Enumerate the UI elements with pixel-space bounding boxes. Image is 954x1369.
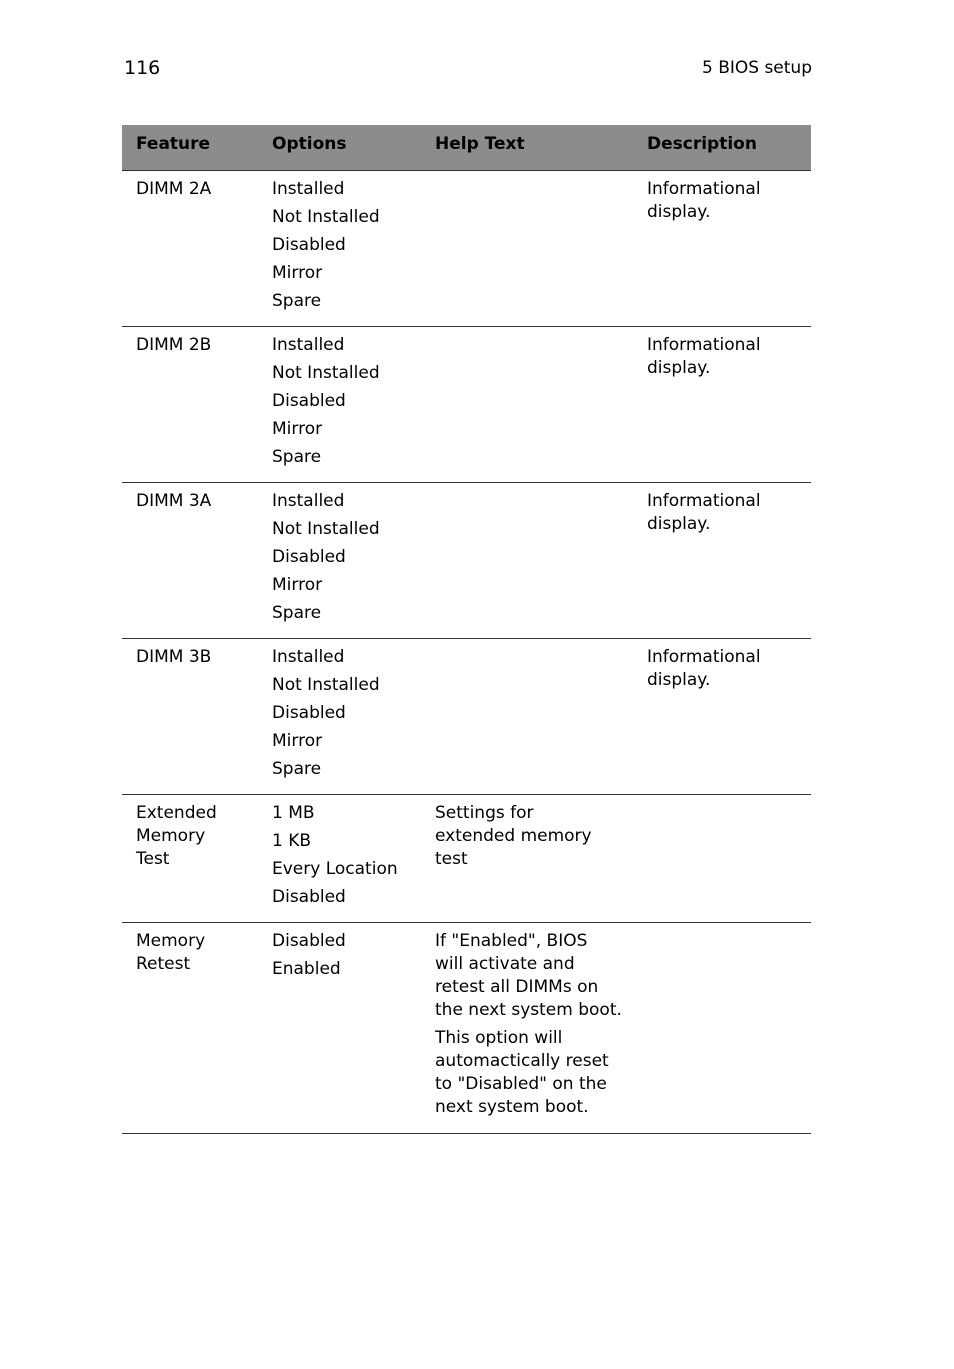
description-text: Informational display. bbox=[647, 490, 761, 534]
option-item: Mirror bbox=[272, 262, 323, 283]
options-cell bbox=[258, 922, 421, 1133]
running-head: 5 BIOS setup bbox=[701, 58, 812, 78]
description-text: Informational display. bbox=[647, 646, 761, 690]
option-item: Mirror bbox=[272, 574, 323, 595]
feature-name: DIMM 2A bbox=[136, 178, 212, 199]
feature-name: DIMM 2B bbox=[136, 334, 212, 355]
table-header bbox=[122, 125, 811, 170]
options-cell bbox=[258, 170, 421, 326]
help-text: This option will automactically reset to "Disabled" on the next system boot. bbox=[435, 1027, 609, 1117]
column-header-help-text: Help Text bbox=[421, 125, 633, 170]
feature-name: Extended Memory Test bbox=[136, 802, 217, 869]
table-row-extended-memory-test bbox=[122, 794, 811, 922]
option-item: Disabled bbox=[272, 390, 346, 411]
option-item: Installed bbox=[272, 334, 345, 355]
option-item: 1 KB bbox=[272, 830, 312, 851]
table-row-dimm-2b bbox=[122, 326, 811, 482]
description-text: Informational display. bbox=[647, 334, 761, 378]
options-cell bbox=[258, 482, 421, 638]
description-cell bbox=[633, 482, 811, 638]
table-row-dimm-3a bbox=[122, 482, 811, 638]
feature-cell bbox=[122, 326, 258, 482]
table-body bbox=[122, 170, 811, 1133]
feature-cell bbox=[122, 794, 258, 922]
feature-cell bbox=[122, 482, 258, 638]
option-item: 1 MB bbox=[272, 802, 315, 823]
option-item: Disabled bbox=[272, 702, 346, 723]
option-item: Disabled bbox=[272, 546, 346, 567]
table-row-dimm-2a bbox=[122, 170, 811, 326]
description-cell bbox=[633, 170, 811, 326]
option-item: Installed bbox=[272, 646, 345, 667]
bios-settings-table bbox=[122, 125, 811, 1134]
option-item: Disabled bbox=[272, 930, 346, 951]
help-text-cell bbox=[421, 638, 633, 794]
option-item: Not Installed bbox=[272, 518, 380, 539]
option-item: Mirror bbox=[272, 730, 323, 751]
description-text: Informational display. bbox=[647, 178, 761, 222]
option-item: Spare bbox=[272, 290, 322, 311]
help-text: If "Enabled", BIOS will activate and retest all DIMMs on the next system boot. bbox=[435, 930, 622, 1020]
option-item: Installed bbox=[272, 178, 345, 199]
help-text-cell bbox=[421, 170, 633, 326]
options-cell bbox=[258, 794, 421, 922]
option-item: Not Installed bbox=[272, 362, 380, 383]
help-text-cell bbox=[421, 482, 633, 638]
option-item: Mirror bbox=[272, 418, 323, 439]
option-item: Spare bbox=[272, 446, 322, 467]
option-item: Every Location bbox=[272, 858, 398, 879]
table-header-row bbox=[122, 125, 811, 170]
option-item: Disabled bbox=[272, 886, 346, 907]
description-cell bbox=[633, 794, 811, 922]
description-cell bbox=[633, 922, 811, 1133]
page-number: 116 bbox=[124, 57, 161, 79]
option-item: Disabled bbox=[272, 234, 346, 255]
help-text-cell bbox=[421, 794, 633, 922]
option-item: Spare bbox=[272, 758, 322, 779]
option-item: Not Installed bbox=[272, 674, 380, 695]
description-cell bbox=[633, 326, 811, 482]
feature-cell bbox=[122, 922, 258, 1133]
column-header-options: Options bbox=[258, 125, 421, 170]
option-item: Not Installed bbox=[272, 206, 380, 227]
feature-cell bbox=[122, 638, 258, 794]
options-cell bbox=[258, 638, 421, 794]
column-header-description: Description bbox=[633, 125, 811, 170]
option-item: Enabled bbox=[272, 958, 341, 979]
feature-name: DIMM 3B bbox=[136, 646, 212, 667]
option-item: Installed bbox=[272, 490, 345, 511]
help-text-cell bbox=[421, 326, 633, 482]
feature-cell bbox=[122, 170, 258, 326]
description-cell bbox=[633, 638, 811, 794]
help-text: Settings for extended memory test bbox=[435, 802, 592, 869]
column-header-feature: Feature bbox=[122, 125, 258, 170]
feature-name: DIMM 3A bbox=[136, 490, 212, 511]
table-row-memory-retest bbox=[122, 922, 811, 1133]
feature-name: Memory Retest bbox=[136, 930, 206, 974]
help-text-cell bbox=[421, 922, 633, 1133]
option-item: Spare bbox=[272, 602, 322, 623]
table-row-dimm-3b bbox=[122, 638, 811, 794]
options-cell bbox=[258, 326, 421, 482]
